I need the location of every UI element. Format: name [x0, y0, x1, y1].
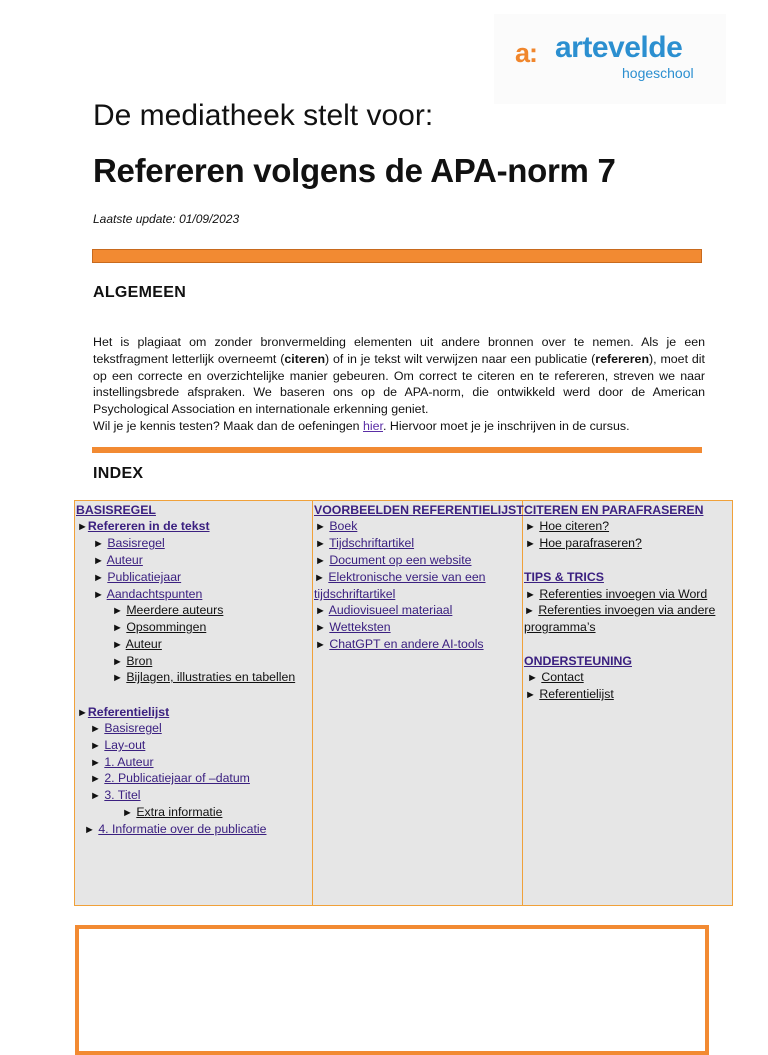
link-meerdere-auteurs[interactable]: Meerdere auteurs	[126, 603, 224, 617]
intro-heading: De mediatheek stelt voor:	[93, 99, 434, 132]
para-bold-citeren: citeren	[284, 351, 326, 366]
logo-subtitle: hogeschool	[622, 65, 694, 81]
algemeen-paragraph	[93, 334, 705, 435]
arrow-icon: ►	[90, 773, 101, 785]
link-elektronische-versie[interactable]: Elektronische versie van een tijdschriftartikel	[314, 570, 486, 601]
link-refereren-in-de-tekst[interactable]: Refereren in de tekst	[87, 519, 210, 533]
arrow-icon: ►	[112, 672, 123, 684]
header-voorbeelden[interactable]: VOORBEELDEN REFERENTIELIJST	[314, 503, 524, 517]
header-citeren[interactable]: CITEREN EN PARAFRASEREN	[524, 503, 704, 517]
logo-mark: a:	[515, 38, 538, 68]
arrow-icon: ►	[93, 538, 104, 550]
orange-divider-thin	[92, 447, 702, 453]
link-auteur[interactable]: Auteur	[106, 553, 143, 567]
link-contact[interactable]: Contact	[541, 670, 584, 684]
arrow-icon: ►	[315, 622, 326, 634]
exercises-link[interactable]: hier	[363, 418, 383, 433]
link-lay-out[interactable]: Lay-out	[104, 738, 146, 752]
section-heading-index: INDEX	[93, 465, 144, 482]
link-wetteksten[interactable]: Wetteksten	[329, 620, 391, 634]
link-3-titel[interactable]: 3. Titel	[104, 788, 141, 802]
arrow-icon: ►	[315, 521, 326, 533]
arrow-icon: ►	[84, 824, 95, 836]
index-column-citeren	[523, 501, 733, 905]
link-referenties-word[interactable]: Referenties invoegen via Word	[539, 587, 708, 601]
header-basisregel[interactable]: BASISREGEL	[76, 503, 156, 517]
arrow-icon: ►	[315, 605, 326, 617]
para-text-4: Wil je je kennis testen? Maak dan de oefeningen	[93, 418, 364, 433]
arrow-icon: ►	[77, 521, 88, 533]
index-column-voorbeelden	[313, 501, 523, 905]
link-bijlagen[interactable]: Bijlagen, illustraties en tabellen	[126, 670, 296, 684]
arrow-icon: ►	[122, 807, 133, 819]
index-column-basisregel	[75, 501, 313, 905]
link-publicatiejaar[interactable]: Publicatiejaar	[107, 570, 182, 584]
orange-frame-box	[75, 925, 709, 1055]
link-4-informatie[interactable]: 4. Informatie over de publicatie	[98, 822, 267, 836]
arrow-icon: ►	[77, 707, 88, 719]
arrow-icon: ►	[524, 605, 535, 617]
para-text-5: . Hiervoor moet je je inschrijven in de cursus.	[383, 418, 630, 433]
arrow-icon: ►	[314, 572, 325, 584]
link-audiovisueel[interactable]: Audiovisueel materiaal	[328, 603, 453, 617]
para-text-3: ), moet dit op een correcte en overzichtelijke manier gebeuren. Om correct te citeren en te refereren, streven we naar instellingsbrede afspraken. We baseren ons op de APA-norm, die ontwikkeld werd door de American Psychological Association en internationale erkenning geniet.	[93, 351, 705, 417]
arrow-icon: ►	[525, 538, 536, 550]
last-update: Laatste update: 01/09/2023	[93, 212, 240, 226]
arrow-icon: ►	[90, 757, 101, 769]
header-tips[interactable]: TIPS & TRICS	[524, 570, 604, 584]
link-chatgpt[interactable]: ChatGPT en andere AI-tools	[329, 637, 484, 651]
link-basisregel[interactable]: Basisregel	[107, 536, 165, 550]
link-rl-basisregel[interactable]: Basisregel	[104, 721, 162, 735]
link-bron[interactable]: Bron	[126, 654, 153, 668]
link-extra-informatie[interactable]: Extra informatie	[136, 805, 223, 819]
link-aandachtspunten[interactable]: Aandachtspunten	[106, 587, 203, 601]
arrow-icon: ►	[93, 572, 104, 584]
arrow-icon: ►	[93, 589, 104, 601]
arrow-icon: ►	[90, 740, 101, 752]
page-title: Refereren volgens de APA-norm 7	[93, 152, 616, 189]
link-tijdschriftartikel[interactable]: Tijdschriftartikel	[329, 536, 415, 550]
link-document-website[interactable]: Document op een website	[329, 553, 472, 567]
arrow-icon: ►	[90, 723, 101, 735]
link-2-publicatiejaar[interactable]: 2. Publicatiejaar of –datum	[104, 771, 250, 785]
arrow-icon: ►	[527, 672, 538, 684]
arrow-icon: ►	[112, 639, 123, 651]
arrow-icon: ►	[315, 555, 326, 567]
arrow-icon: ►	[315, 538, 326, 550]
para-text-2: ) of in je tekst wilt verwijzen naar een publicatie (	[325, 351, 596, 366]
arrow-icon: ►	[112, 605, 123, 617]
link-hoe-citeren[interactable]: Hoe citeren?	[539, 519, 610, 533]
link-referentielijst[interactable]: Referentielijst	[87, 705, 170, 719]
para-text-1: Het is plagiaat om zonder bronvermelding elementen uit andere bronnen over te nemen. Als je een tekstfragment letterlijk overneemt (	[93, 335, 705, 366]
link-referenties-andere[interactable]: Referenties invoegen via andere programma’s	[524, 603, 716, 634]
link-sub-auteur[interactable]: Auteur	[125, 637, 162, 651]
arrow-icon: ►	[112, 622, 123, 634]
arrow-icon: ►	[315, 639, 326, 651]
link-boek[interactable]: Boek	[329, 519, 358, 533]
index-table	[74, 500, 733, 906]
header-ondersteuning[interactable]: ONDERSTEUNING	[524, 654, 632, 668]
arrow-icon: ►	[525, 521, 536, 533]
link-support-referentielijst[interactable]: Referentielijst	[539, 687, 614, 701]
arrow-icon: ►	[90, 790, 101, 802]
link-hoe-parafraseren[interactable]: Hoe parafraseren?	[539, 536, 642, 550]
arrow-icon: ►	[525, 689, 536, 701]
para-bold-refereren: refereren	[595, 351, 650, 366]
link-1-auteur[interactable]: 1. Auteur	[104, 755, 154, 769]
section-heading-algemeen: ALGEMEEN	[93, 284, 187, 301]
orange-divider	[92, 249, 702, 263]
arrow-icon: ►	[93, 555, 104, 567]
arrow-icon: ►	[112, 656, 123, 668]
logo-name: artevelde	[555, 31, 683, 64]
link-opsommingen[interactable]: Opsommingen	[126, 620, 207, 634]
arrow-icon: ►	[525, 589, 536, 601]
